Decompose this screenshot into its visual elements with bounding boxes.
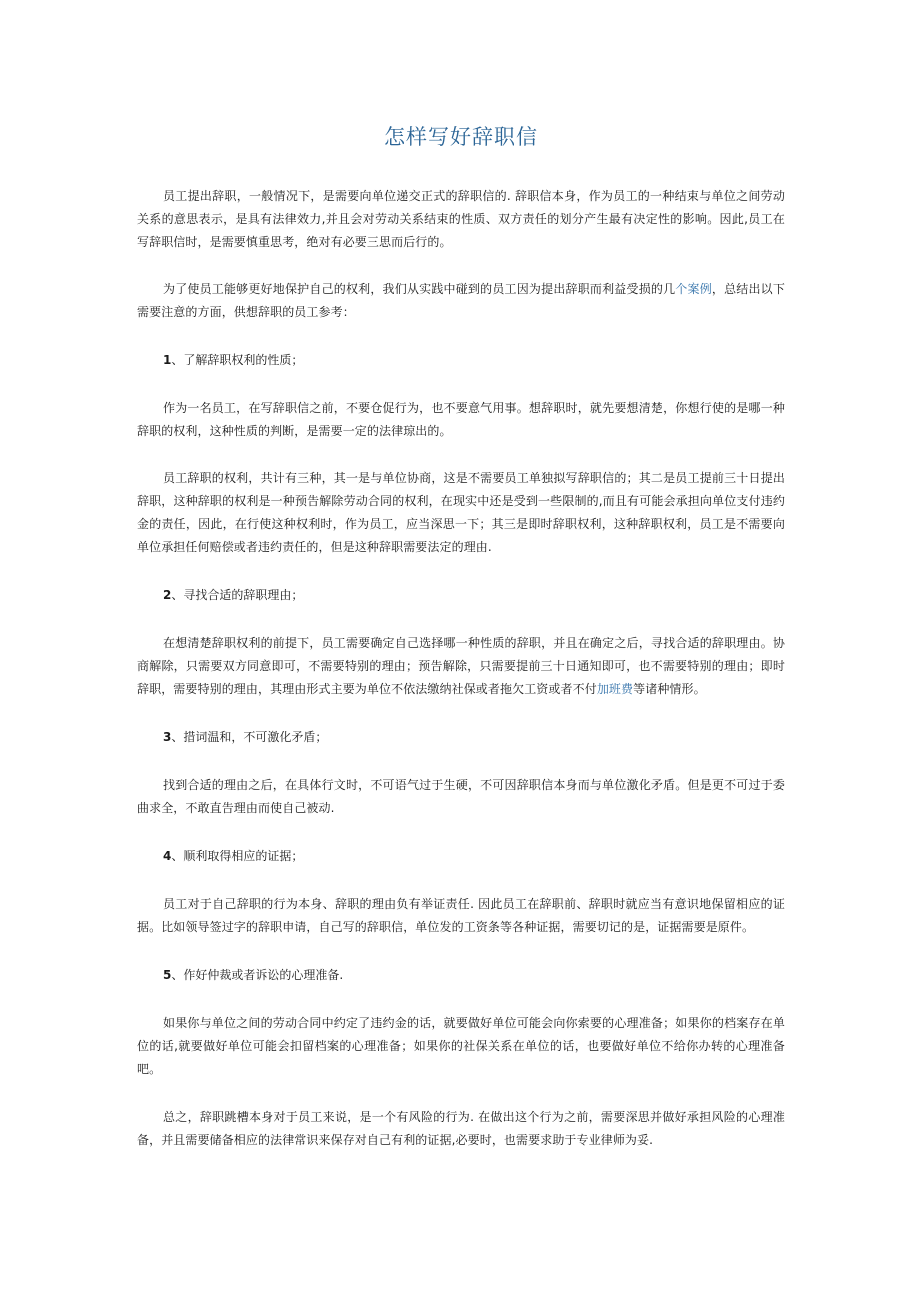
document-page xyxy=(137,0,785,1152)
case-link[interactable]: 个案例 xyxy=(675,282,712,296)
section-heading-text: 、顺利取得相应的证据； xyxy=(171,849,304,863)
document-title: 怎样写好辞职信 xyxy=(384,125,538,149)
section-heading-1 xyxy=(137,349,785,372)
paragraph-section1-b: 员工辞职的权利，共计有三种，其一是与单位协商，这是不需要员工单独拟写辞职信的；其二是员工提前三十日提出辞职，这种辞职的权利是一种预告解除劳动合同的权利，在现实中还是受到一些限制的,而且有可能会承担向单位支付违约金的责任，因此，在行使这种权利时，作为员工，应当深思一下；其三是即时辞职权利，这种辞职权利，员工是不需要向单位承担任何赔偿或者违约责任的，但是这种辞职需要法定的理由. xyxy=(137,471,785,554)
section-number: 4 xyxy=(163,849,172,863)
paragraph-purpose xyxy=(137,278,785,324)
section-heading-text: 、作好仲裁或者诉讼的心理准备. xyxy=(171,968,344,982)
paragraph-section5: 如果你与单位之间的劳动合同中约定了违约金的话，就要做好单位可能会向你索要的心理准备；如果你的档案存在单位的话,就要做好单位可能会扣留档案的心理准备；如果你的社保关系在单位的话，也要做好单位不给你办转的心理准备吧。 xyxy=(137,1016,785,1076)
section-number: 5 xyxy=(163,968,172,982)
section-heading-text: 、了解辞职权利的性质； xyxy=(171,353,304,367)
paragraph-conclusion: 总之，辞职跳槽本身对于员工来说，是一个有风险的行为. 在做出这个行为之前，需要深思并做好承担风险的心理准备，并且需要储备相应的法律常识来保存对自己有利的证据,必要时，也需要求助于专业律师为妥. xyxy=(137,1110,785,1147)
section-heading-4 xyxy=(137,845,785,868)
paragraph-section2-text-after: 等诸种情形。 xyxy=(633,682,706,696)
section-number: 1 xyxy=(163,353,172,367)
paragraph-section2 xyxy=(137,632,785,701)
paragraph-purpose-text-before: 为了使员工能够更好地保护自己的权利，我们从实践中碰到的员工因为提出辞职而利益受损的几 xyxy=(163,282,676,296)
section-number: 2 xyxy=(163,588,172,602)
paragraph-purpose-text-after: ，总结出以下需要注意的方面，供想辞职的员工参考： xyxy=(137,282,785,319)
paragraph-section3: 找到合适的理由之后，在具体行文时，不可语气过于生硬，不可因辞职信本身而与单位激化矛盾。但是更不可过于委曲求全，不敢直告理由而使自己被动. xyxy=(137,778,785,815)
section-heading-5 xyxy=(137,964,785,987)
paragraph-section4: 员工对于自己辞职的行为本身、辞职的理由负有举证责任. 因此员工在辞职前、辞职时就应当有意识地保留相应的证据。比如领导签过字的辞职申请，自己写的辞职信，单位发的工资条等各种证据，需要切记的是，证据需要是原件。 xyxy=(137,897,785,934)
section-heading-2 xyxy=(137,584,785,607)
paragraph-intro: 员工提出辞职，一般情况下，是需要向单位递交正式的辞职信的. 辞职信本身，作为员工的一种结束与单位之间劳动关系的意思表示，是具有法律效力,并且会对劳动关系结束的性质、双方责任的划分产生最有决定性的影响。因此,员工在写辞职信时，是需要慎重思考，绝对有必要三思而后行的。 xyxy=(137,189,785,249)
overtime-pay-link[interactable]: 加班费 xyxy=(596,682,634,696)
section-heading-text: 、措词温和，不可激化矛盾； xyxy=(171,730,328,744)
section-number: 3 xyxy=(163,730,172,744)
paragraph-section1-a: 作为一名员工，在写辞职信之前，不要仓促行为，也不要意气用事。想辞职时，就先要想清楚，你想行使的是哪一种辞职的权利，这种性质的判断，是需要一定的法律琼出的。 xyxy=(137,401,785,438)
section-heading-3 xyxy=(137,726,785,749)
section-heading-text: 、寻找合适的辞职理由； xyxy=(171,588,304,602)
paragraph-section2-text-before: 在想清楚辞职权利的前提下，员工需要确定自己选择哪一种性质的辞职，并且在确定之后，寻找合适的辞职理由。协商解除，只需要双方同意即可，不需要特别的理由；预告解除，只需要提前三十日通知即可，也不需要特别的理由；即时辞职，需要特别的理由，其理由形式主要为单位不依法缴纳社保或者拖欠工资或者不付 xyxy=(137,636,785,696)
